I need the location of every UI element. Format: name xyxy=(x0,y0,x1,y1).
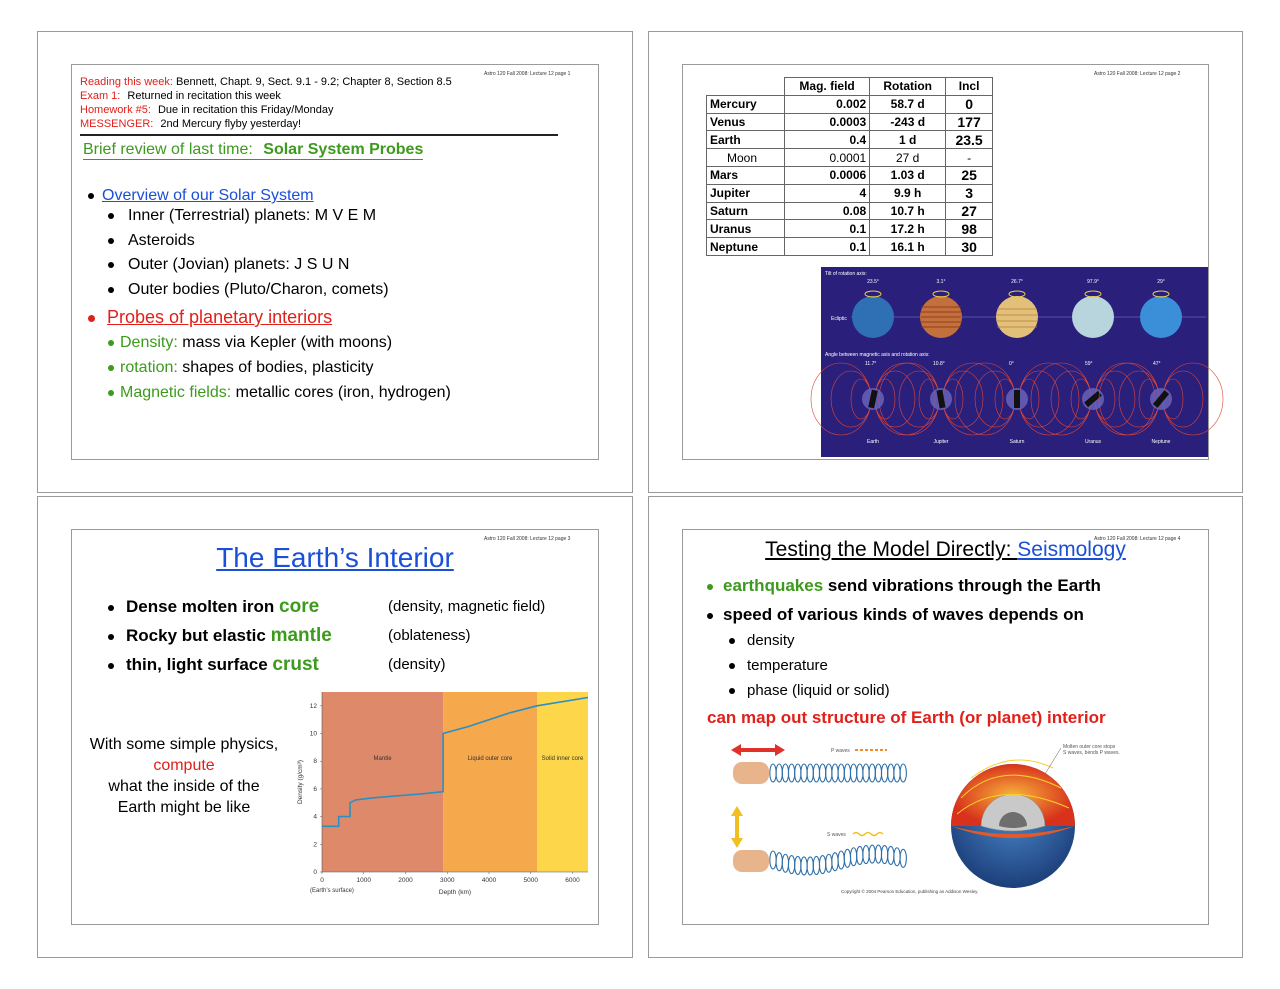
inclination-cell: 3 xyxy=(946,184,993,202)
rotation-cell: 1 d xyxy=(870,131,946,149)
slide-4 xyxy=(682,529,1209,925)
spring-coil xyxy=(881,846,887,864)
planet-neptune-icon xyxy=(1140,296,1182,338)
probes-item xyxy=(88,307,332,328)
inclination-cell: 98 xyxy=(946,220,993,238)
spring-coil xyxy=(869,764,875,782)
earth-cross-section xyxy=(941,738,1120,898)
bullet-note: (density) xyxy=(388,656,446,673)
spring-coil xyxy=(850,848,856,866)
surface-note: (Earth’s surface) xyxy=(310,888,354,894)
region-label: Mantle xyxy=(373,755,392,762)
ecliptic-label: Ecliptic xyxy=(831,316,847,322)
rotation-cell: 58.7 d xyxy=(870,95,946,113)
spring-coil xyxy=(807,857,813,875)
rotation-cell: 27 d xyxy=(870,149,946,167)
table-row xyxy=(707,220,993,238)
list-item: Magnetic fields: metallic cores (iron, hydrogen) xyxy=(108,384,451,402)
planet-name: Mars xyxy=(707,166,785,184)
slide-header: Astro 120 Fall 2008: Lecture 12 page 3 xyxy=(484,536,571,542)
review-heading: Brief review of last time: Solar System Probes xyxy=(83,141,424,158)
spring-coil xyxy=(819,764,825,782)
planet-earth-icon xyxy=(852,296,894,338)
inclination-cell: 27 xyxy=(946,202,993,220)
rotation-cell: 9.9 h xyxy=(870,184,946,202)
spring-coil xyxy=(813,856,819,874)
table-row xyxy=(707,113,993,131)
planet-saturn-icon xyxy=(996,296,1038,338)
spring-coil xyxy=(850,764,856,782)
inclination-cell: 23.5 xyxy=(946,131,993,149)
spring-coil xyxy=(863,764,869,782)
spring-coil xyxy=(875,764,881,782)
mag-field-cell: 0.1 xyxy=(785,238,870,256)
info-exam: Exam 1: Returned in recitation this week xyxy=(80,90,281,102)
list-item: thin, light surface crust xyxy=(108,654,319,676)
info-reading: Reading this week: Bennett, Chapt. 9, Sect. 9.1 - 9.2; Chapter 8, Section 8.5 xyxy=(80,76,452,88)
core-note: S waves, bends P waves. xyxy=(1063,750,1120,756)
mag-field-cell: 0.4 xyxy=(785,131,870,149)
mag-field-cell: 4 xyxy=(785,184,870,202)
planet-name: Earth xyxy=(707,131,785,149)
spring-coil xyxy=(875,845,881,863)
bullet-note: (oblateness) xyxy=(388,627,471,644)
x-axis-label: Depth (km) xyxy=(438,889,472,896)
spring-coil xyxy=(788,764,794,782)
mag-field-cell: 0.002 xyxy=(785,95,870,113)
angle-value: 59° xyxy=(1085,361,1093,367)
slide-header: Astro 120 Fall 2008: Lecture 12 page 1 xyxy=(484,71,571,77)
spring-coil xyxy=(888,846,894,864)
list-item: density xyxy=(729,632,795,649)
list-item: Outer (Jovian) planets: J S U N xyxy=(108,256,349,274)
region-label: Liquid outer core xyxy=(467,755,513,762)
table-header-row xyxy=(707,78,993,96)
tilt-label: Tilt of rotation axis: xyxy=(825,271,867,277)
planet-name: Neptune xyxy=(707,238,785,256)
table-row xyxy=(707,238,993,256)
spring-coil xyxy=(819,856,825,874)
probes-link[interactable]: Probes of planetary interiors xyxy=(107,307,333,327)
rotation-cell: 1.03 d xyxy=(870,166,946,184)
rotation-cell: 17.2 h xyxy=(870,220,946,238)
table-row xyxy=(707,166,993,184)
y-tick-label: 0 xyxy=(313,869,317,876)
spring-coil xyxy=(770,851,776,869)
x-tick-label: 6000 xyxy=(565,877,580,884)
planet-label: Neptune xyxy=(1151,439,1171,445)
column-header: Mag. field xyxy=(785,78,870,96)
p-wave-arrow-icon xyxy=(731,744,785,756)
spring-coil xyxy=(832,764,838,782)
tilt-value: 3.1° xyxy=(936,279,946,285)
inclination-cell: 0 xyxy=(946,95,993,113)
spring-coil xyxy=(900,764,906,782)
slide-1 xyxy=(71,64,599,460)
column-header: Incl xyxy=(946,78,993,96)
p-wave-spring xyxy=(770,764,907,782)
list-item: phase (liquid or solid) xyxy=(729,682,890,699)
s-wave-arrow-icon xyxy=(731,806,743,848)
info-homework: Homework #5: Due in recitation this Friday/Monday xyxy=(80,104,334,116)
slide-3 xyxy=(71,529,599,925)
table-row xyxy=(707,184,993,202)
slide-header: Astro 120 Fall 2008: Lecture 12 page 2 xyxy=(1094,71,1181,77)
x-tick-label: 0 xyxy=(320,877,324,884)
spring-coil xyxy=(881,764,887,782)
density-chart xyxy=(292,688,592,914)
rotation-cell: 16.1 h xyxy=(870,238,946,256)
callout-line xyxy=(1045,748,1061,774)
x-tick-label: 4000 xyxy=(481,877,497,884)
bar-magnet-icon xyxy=(1014,390,1020,408)
mag-field-cell: 0.08 xyxy=(785,202,870,220)
angle-value: 0° xyxy=(1009,361,1014,367)
planet-label: Earth xyxy=(867,439,879,445)
list-item: Outer bodies (Pluto/Charon, comets) xyxy=(108,281,389,299)
y-tick-label: 6 xyxy=(313,785,317,793)
list-item: rotation: shapes of bodies, plasticity xyxy=(108,359,373,377)
list-item: Rocky but elastic mantle xyxy=(108,625,332,647)
spring-coil xyxy=(782,854,788,872)
bullet-note: (density, magnetic field) xyxy=(388,598,546,615)
planet-table xyxy=(706,77,993,256)
angle-value: 11.7° xyxy=(865,361,877,367)
y-tick-label: 4 xyxy=(313,813,317,821)
chart-region xyxy=(322,692,443,872)
y-tick-label: 8 xyxy=(313,758,317,766)
planet-name: Saturn xyxy=(707,202,785,220)
planet-label: Saturn xyxy=(1009,439,1025,445)
tilt-value: 23.5° xyxy=(867,279,879,285)
angle-label: Angle between magnetic axis and rotation axis: xyxy=(825,352,930,358)
spring-coil xyxy=(813,764,819,782)
planet-axes-illustration xyxy=(821,267,1208,457)
planet-axes-figure xyxy=(821,267,1208,457)
planet-uranus-icon xyxy=(1072,296,1114,338)
table-row xyxy=(707,149,993,167)
info-messenger: MESSENGER: 2nd Mercury flyby yesterday! xyxy=(80,118,302,130)
slide-title: Testing the Model Directly: Seismology xyxy=(765,538,1126,561)
mag-field-cell: 0.0006 xyxy=(785,166,870,184)
column-header: Rotation xyxy=(870,78,946,96)
slide-title: The Earth’s Interior xyxy=(216,542,454,573)
overview-link[interactable]: Overview of our Solar System xyxy=(102,187,314,204)
rotation-cell: 10.7 h xyxy=(870,202,946,220)
planet-name: Mercury xyxy=(707,95,785,113)
p-waves-label: P waves xyxy=(831,748,850,754)
s-wave-spring xyxy=(770,845,907,875)
spring-coil xyxy=(795,856,801,874)
overview-item xyxy=(88,187,314,205)
table-row xyxy=(707,131,993,149)
x-tick-label: 2000 xyxy=(398,877,413,884)
chart-region xyxy=(537,692,588,872)
x-tick-label: 5000 xyxy=(523,877,538,884)
inclination-cell: - xyxy=(946,149,993,167)
angle-value: 47° xyxy=(1153,361,1161,367)
spring-coil xyxy=(801,857,807,875)
x-tick-label: 1000 xyxy=(356,877,371,884)
divider-line xyxy=(80,134,558,136)
spring-coil xyxy=(770,764,776,782)
tilt-value: 29° xyxy=(1157,279,1165,285)
rotation-cell: -243 d xyxy=(870,113,946,131)
core-note: Molten outer core stops xyxy=(1063,744,1116,750)
planet-name: Uranus xyxy=(707,220,785,238)
slide-2 xyxy=(682,64,1209,460)
planet-name: Jupiter xyxy=(707,184,785,202)
spring-coil xyxy=(807,764,813,782)
angle-value: 10.8° xyxy=(933,361,945,367)
inclination-cell: 25 xyxy=(946,166,993,184)
spring-coil xyxy=(888,764,894,782)
hand-icon xyxy=(733,850,769,872)
y-tick-label: 10 xyxy=(309,730,317,738)
planet-label: Uranus xyxy=(1084,439,1102,445)
region-label: Solid inner core xyxy=(541,755,584,762)
mag-field-cell: 0.1 xyxy=(785,220,870,238)
spring-coil xyxy=(776,764,782,782)
spring-coil xyxy=(857,764,863,782)
list-item: temperature xyxy=(729,657,828,674)
tilt-value: 97.9° xyxy=(1087,279,1099,285)
slide-header: Astro 120 Fall 2008: Lecture 12 page 4 xyxy=(1094,536,1181,542)
planet-name: Moon xyxy=(707,149,785,167)
spring-coil xyxy=(838,851,844,869)
inclination-cell: 30 xyxy=(946,238,993,256)
list-item: earthquakes send vibrations through the Earth xyxy=(707,576,1101,596)
table-row xyxy=(707,202,993,220)
conclusion-text: can map out structure of Earth (or planet) interior xyxy=(707,708,1106,727)
spring-coil xyxy=(826,764,832,782)
list-item: Dense molten iron core xyxy=(108,596,319,618)
spring-coil xyxy=(776,853,782,871)
list-item: speed of various kinds of waves depends on xyxy=(707,605,1084,625)
s-waves-label: S waves xyxy=(827,832,846,838)
list-item: Density: mass via Kepler (with moons) xyxy=(108,334,392,352)
planet-name: Venus xyxy=(707,113,785,131)
mag-field-cell: 0.0001 xyxy=(785,149,870,167)
spring-coil xyxy=(844,764,850,782)
spring-coil xyxy=(832,853,838,871)
spring-coil xyxy=(782,764,788,782)
spring-coil xyxy=(894,764,900,782)
x-tick-label: 3000 xyxy=(440,877,455,884)
waves-illustration xyxy=(727,738,917,898)
spring-coil xyxy=(863,846,869,864)
spring-coil xyxy=(826,854,832,872)
y-axis-label: Density (g/cm³) xyxy=(297,759,304,805)
y-tick-label: 12 xyxy=(309,702,317,710)
spring-coil xyxy=(838,764,844,782)
spring-coil xyxy=(844,849,850,867)
planet-label: Jupiter xyxy=(933,439,949,445)
spring-coil xyxy=(900,849,906,867)
side-text: With some simple physics, compute what the inside of the Earth might be like xyxy=(89,736,279,816)
mag-field-cell: 0.0003 xyxy=(785,113,870,131)
inclination-cell: 177 xyxy=(946,113,993,131)
list-item: Inner (Terrestrial) planets: M V E M xyxy=(108,207,376,225)
table-row xyxy=(707,95,993,113)
spring-coil xyxy=(801,764,807,782)
spring-coil xyxy=(795,764,801,782)
bullet-dot xyxy=(88,193,94,199)
spring-coil xyxy=(869,845,875,863)
list-item: Asteroids xyxy=(108,232,195,250)
spring-coil xyxy=(894,848,900,866)
s-wave-marker xyxy=(853,833,883,836)
hand-icon xyxy=(733,762,769,784)
spring-coil xyxy=(788,856,794,874)
copyright-text: Copyright © 2004 Pearson Education, publishing as Addison Wesley. xyxy=(841,889,979,894)
spring-coil xyxy=(857,846,863,864)
tilt-value: 26.7° xyxy=(1011,279,1023,285)
y-tick-label: 2 xyxy=(313,841,317,849)
